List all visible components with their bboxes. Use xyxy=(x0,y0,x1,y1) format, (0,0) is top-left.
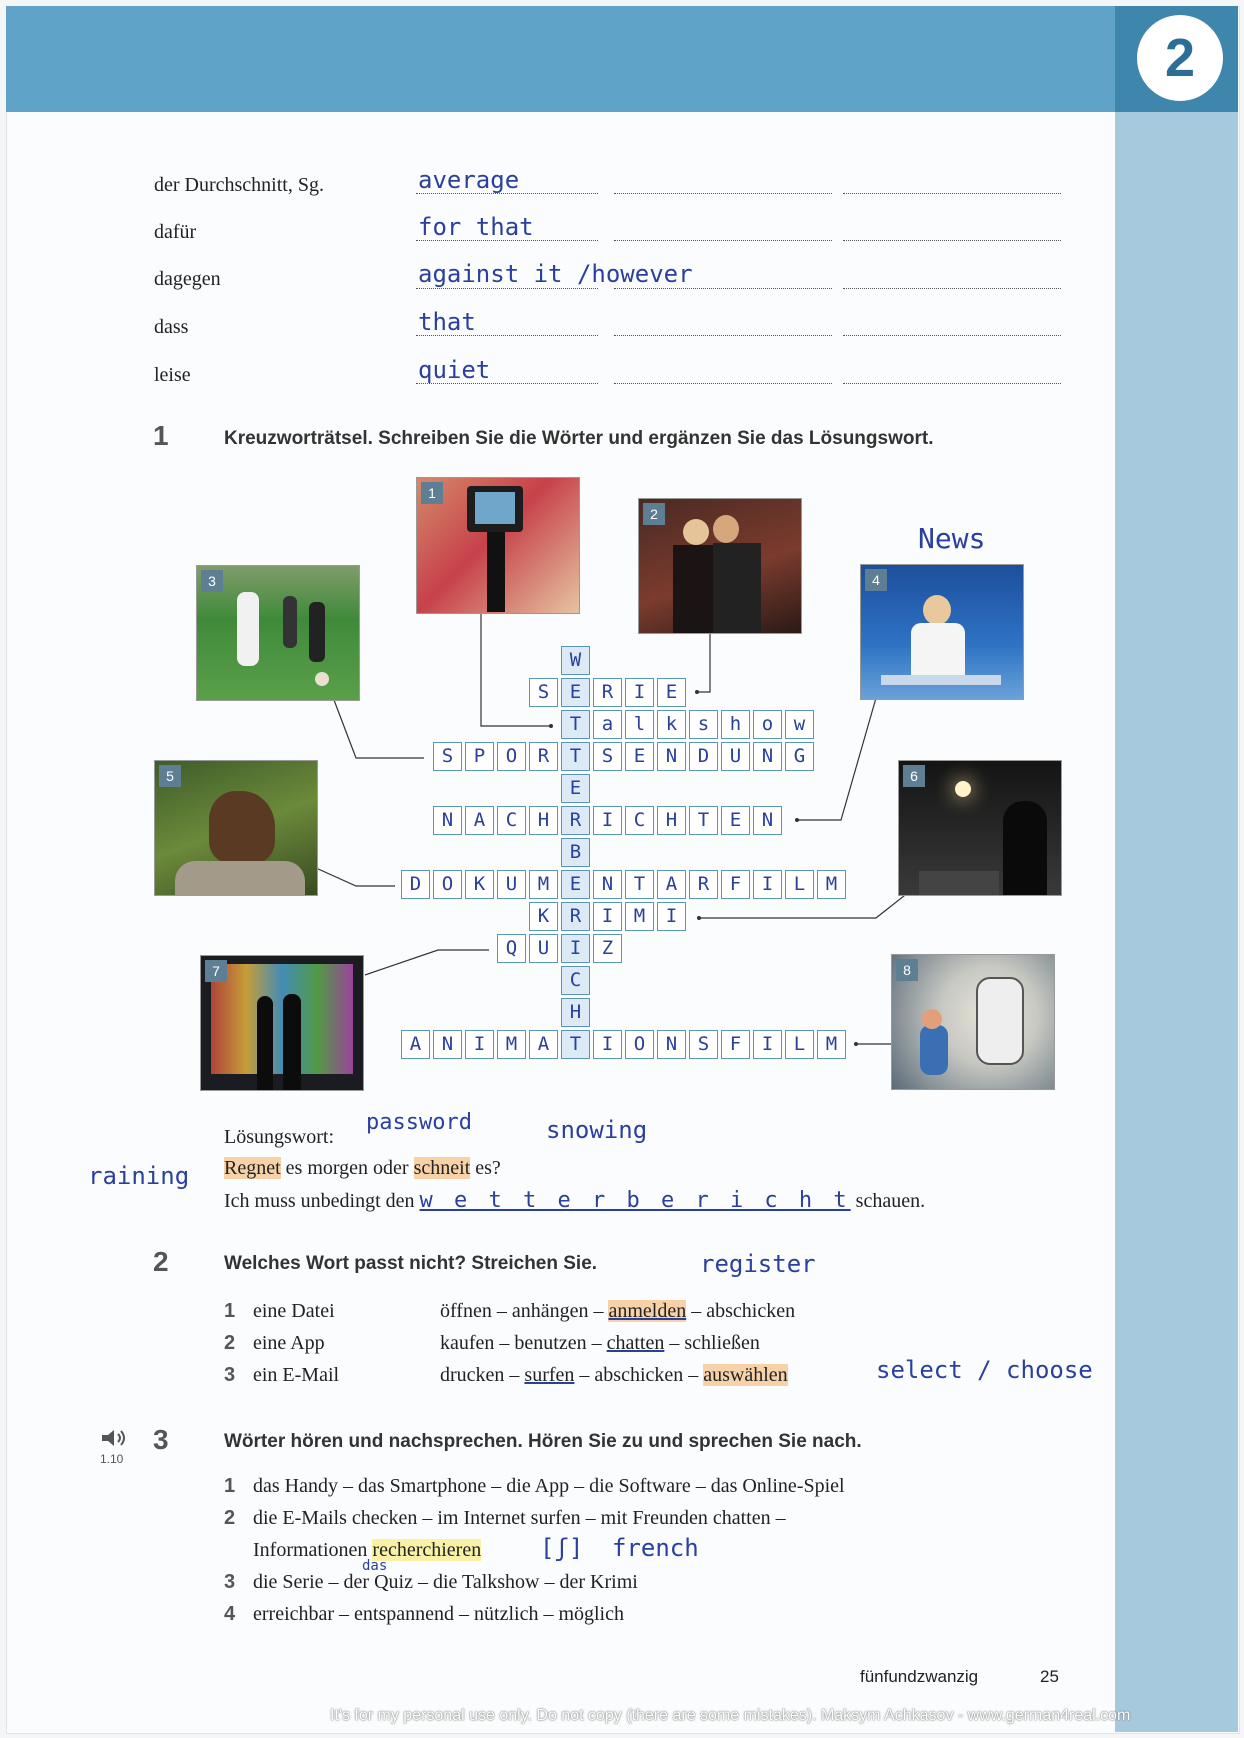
ex2-row xyxy=(224,1300,235,1323)
exercise-1-number: 1 xyxy=(153,420,169,451)
photo-number: 6 xyxy=(903,765,925,787)
note-raining: raining xyxy=(88,1162,190,1190)
crossword-cell[interactable]: A xyxy=(657,870,686,899)
crossword-cell[interactable]: U xyxy=(529,934,558,963)
verb-text: kaufen – benutzen – xyxy=(440,1332,607,1354)
crossword-cell[interactable]: W xyxy=(561,646,590,675)
item-number: 4 xyxy=(224,1603,236,1625)
ex2-noun: ein E-Mail xyxy=(253,1364,340,1386)
crossword-cell[interactable]: I xyxy=(465,1030,494,1059)
crossword-cell[interactable]: E xyxy=(657,678,686,707)
crossword-cell[interactable]: E xyxy=(625,742,654,771)
note-das: das xyxy=(362,1558,388,1574)
highlight-auswaehlen: auswählen xyxy=(703,1364,788,1386)
watermark: It's for my personal use only. Do not copy (there are some mistakes). Maksym Achkasov - www.german4real.com xyxy=(330,1707,1131,1724)
crossword-cell[interactable]: N xyxy=(593,870,622,899)
note-snowing: snowing xyxy=(546,1116,648,1144)
ex2-verbs xyxy=(440,1300,795,1323)
crossword-cell[interactable]: s xyxy=(689,710,718,739)
crossword-cell[interactable]: M xyxy=(529,870,558,899)
ex3-item xyxy=(224,1571,235,1594)
crossword-cell[interactable]: I xyxy=(753,1030,782,1059)
crossword-cell[interactable]: G xyxy=(785,742,814,771)
crossword-cell[interactable]: E xyxy=(721,806,750,835)
highlight-recherchieren: recherchieren xyxy=(372,1539,482,1561)
note-register: register xyxy=(700,1250,816,1278)
crossword-cell[interactable]: h xyxy=(721,710,750,739)
crossword-cell[interactable]: C xyxy=(497,806,526,835)
crossword-cell[interactable]: I xyxy=(593,806,622,835)
crossword-cell[interactable]: D xyxy=(401,870,430,899)
struck-word[interactable]: anmelden xyxy=(608,1300,687,1322)
ex3-item xyxy=(224,1603,235,1626)
vocab-word: dafür xyxy=(154,221,197,243)
crossword-cell[interactable]: T xyxy=(561,1030,590,1059)
photo-number: 7 xyxy=(205,960,227,982)
crossword-cell[interactable]: Z xyxy=(593,934,622,963)
crossword-cell[interactable]: C xyxy=(625,806,654,835)
crossword-cell[interactable]: S xyxy=(529,678,558,707)
crossword-cell[interactable]: E xyxy=(561,774,590,803)
photo-documentary xyxy=(154,760,318,896)
solution-sentence-2 xyxy=(224,1188,925,1213)
struck-word[interactable]: chatten xyxy=(606,1332,665,1354)
crossword-cell[interactable]: A xyxy=(401,1030,430,1059)
note-news: News xyxy=(918,522,986,555)
vocab-answer: quiet xyxy=(418,356,491,384)
note-ipa: [ʃ] xyxy=(540,1534,584,1562)
ex3-text: die E-Mails checken – im Internet surfen – mit Freunden chatten – xyxy=(253,1507,786,1529)
photo-sports xyxy=(196,565,360,701)
crossword-cell[interactable]: U xyxy=(721,742,750,771)
crossword-cell[interactable]: a xyxy=(593,710,622,739)
crossword-cell[interactable]: E xyxy=(561,678,590,707)
solution-sentence-1 xyxy=(224,1157,501,1180)
crossword-cell[interactable]: L xyxy=(785,870,814,899)
ex3-text-part: Informationen xyxy=(253,1539,373,1561)
ex2-row xyxy=(224,1332,235,1355)
sentence-text: schauen. xyxy=(855,1190,926,1212)
crossword-cell[interactable]: S xyxy=(433,742,462,771)
vocab-answer: that xyxy=(418,308,476,336)
crossword-cell[interactable]: N xyxy=(433,806,462,835)
ex2-verbs xyxy=(440,1332,760,1355)
item-number: 3 xyxy=(224,1364,236,1386)
crossword-cell[interactable]: F xyxy=(721,1030,750,1059)
crossword-cell[interactable]: A xyxy=(529,1030,558,1059)
crossword-cell[interactable]: I xyxy=(625,678,654,707)
page-number: 25 xyxy=(1040,1667,1059,1686)
crossword-cell[interactable]: I xyxy=(593,1030,622,1059)
ex3-item xyxy=(224,1507,235,1530)
photo-number: 5 xyxy=(159,765,181,787)
exercise-2-title: Welches Wort passt nicht? Streichen Sie. xyxy=(224,1253,598,1274)
crossword-cell[interactable]: M xyxy=(497,1030,526,1059)
crossword-cell[interactable]: l xyxy=(625,710,654,739)
ex3-text: die Serie – der Quiz – die Talkshow – der Krimi xyxy=(253,1571,638,1593)
ex3-text: das Handy – das Smartphone – die App – die Software – das Online-Spiel xyxy=(253,1475,845,1497)
crossword-cell[interactable]: R xyxy=(593,678,622,707)
item-number: 2 xyxy=(224,1507,236,1529)
exercise-3-number: 3 xyxy=(153,1424,169,1455)
ex3-item xyxy=(224,1475,235,1498)
crossword-cell[interactable]: B xyxy=(561,838,590,867)
photo-series xyxy=(638,498,802,634)
verb-text: – abschicken – xyxy=(574,1364,704,1386)
crossword-cell[interactable]: I xyxy=(657,902,686,931)
crossword-cell[interactable]: H xyxy=(529,806,558,835)
vocab-word: der Durchschnitt, Sg. xyxy=(154,174,324,196)
photo-news xyxy=(860,564,1024,700)
audio-icon[interactable] xyxy=(100,1428,130,1453)
photo-number: 2 xyxy=(643,503,665,525)
crossword-cell[interactable]: N xyxy=(657,742,686,771)
crossword-cell[interactable]: H xyxy=(561,998,590,1027)
photo-quiz xyxy=(200,955,364,1091)
vocab-word: dagegen xyxy=(154,268,221,290)
ex3-text: erreichbar – entspannend – nützlich – möglich xyxy=(253,1603,624,1625)
exercise-3-title: Wörter hören und nachsprechen. Hören Sie zu und sprechen Sie nach. xyxy=(224,1431,862,1452)
crossword-cell[interactable]: K xyxy=(465,870,494,899)
photo-number: 1 xyxy=(421,482,443,504)
crossword-cell[interactable]: R xyxy=(689,870,718,899)
crossword-cell[interactable]: N xyxy=(657,1030,686,1059)
note-select: select / choose xyxy=(876,1356,1093,1384)
photo-crime xyxy=(898,760,1062,896)
exercise-1-title: Kreuzworträtsel. Schreiben Sie die Wörter und ergänzen Sie das Lösungswort. xyxy=(224,428,934,449)
crossword-cell[interactable]: H xyxy=(657,806,686,835)
crossword-cell[interactable]: L xyxy=(785,1030,814,1059)
sentence-text: es morgen oder xyxy=(280,1157,414,1179)
photo-number: 4 xyxy=(865,569,887,591)
photo-number: 3 xyxy=(201,570,223,592)
page-number-word: fünfundzwanzig xyxy=(860,1667,979,1686)
crossword-cell[interactable]: O xyxy=(497,742,526,771)
crossword-cell[interactable]: M xyxy=(817,870,846,899)
verb-text: öffnen – anhängen – xyxy=(440,1300,609,1322)
solution-word-answer[interactable]: w e t t e r b e r i c h t xyxy=(419,1188,851,1213)
vocab-word: dass xyxy=(154,316,189,338)
crossword-cell[interactable]: N xyxy=(433,1030,462,1059)
crossword-cell[interactable]: k xyxy=(657,710,686,739)
crossword-cell[interactable]: M xyxy=(817,1030,846,1059)
vocab-word: leise xyxy=(154,364,191,386)
crossword-cell[interactable]: A xyxy=(465,806,494,835)
crossword-cell[interactable]: S xyxy=(593,742,622,771)
crossword-cell[interactable]: T xyxy=(561,710,590,739)
crossword-cell[interactable]: E xyxy=(561,870,590,899)
struck-word[interactable]: surfen xyxy=(524,1364,575,1386)
crossword-cell[interactable]: N xyxy=(753,742,782,771)
verb-text: drucken – xyxy=(440,1364,525,1386)
crossword-cell[interactable]: R xyxy=(561,902,590,931)
crossword-cell[interactable]: T xyxy=(689,806,718,835)
crossword-cell[interactable]: O xyxy=(625,1030,654,1059)
vocab-answer: against it /however xyxy=(418,260,693,288)
crossword-cell[interactable]: F xyxy=(721,870,750,899)
verb-text: – abschicken xyxy=(686,1300,796,1322)
sentence-text: es? xyxy=(470,1157,501,1179)
item-number: 2 xyxy=(224,1332,236,1354)
ex2-noun: eine Datei xyxy=(253,1300,335,1322)
crossword-cell[interactable]: P xyxy=(465,742,494,771)
crossword-cell[interactable]: w xyxy=(785,710,814,739)
crossword-cell[interactable]: R xyxy=(561,806,590,835)
ex2-row xyxy=(224,1364,235,1387)
crossword-cell[interactable]: O xyxy=(433,870,462,899)
crossword-cell[interactable]: U xyxy=(497,870,526,899)
item-number: 1 xyxy=(224,1300,236,1322)
ex2-verbs xyxy=(440,1364,788,1387)
vocab-answer: average xyxy=(418,166,520,194)
crossword-cell[interactable]: K xyxy=(529,902,558,931)
ex2-noun: eine App xyxy=(253,1332,325,1354)
vocab-answer: for that xyxy=(418,213,534,241)
exercise-2-number: 2 xyxy=(153,1246,169,1277)
crossword-cell[interactable]: D xyxy=(689,742,718,771)
solution-label: Lösungswort: xyxy=(224,1126,334,1148)
verb-text: – schließen xyxy=(664,1332,760,1354)
highlight-schneit: schneit xyxy=(413,1157,471,1179)
crossword-cell[interactable]: N xyxy=(753,806,782,835)
highlight-regnet: Regnet xyxy=(224,1157,281,1179)
item-number: 1 xyxy=(224,1475,236,1497)
photo-animation xyxy=(891,954,1055,1090)
crossword-cell[interactable]: o xyxy=(753,710,782,739)
photo-number: 8 xyxy=(896,959,918,981)
crossword-cell[interactable]: M xyxy=(625,902,654,931)
item-number: 3 xyxy=(224,1571,236,1593)
crossword-cell[interactable]: C xyxy=(561,966,590,995)
crossword-cell[interactable]: Q xyxy=(497,934,526,963)
crossword-cell[interactable]: S xyxy=(689,1030,718,1059)
crossword-cell[interactable]: I xyxy=(753,870,782,899)
crossword-cell[interactable]: T xyxy=(625,870,654,899)
crossword-cell[interactable]: I xyxy=(593,902,622,931)
crossword-cell[interactable]: T xyxy=(561,742,590,771)
crossword-cell[interactable]: R xyxy=(529,742,558,771)
audio-track: 1.10 xyxy=(100,1452,124,1466)
note-french: french xyxy=(612,1534,699,1562)
sentence-text: Ich muss unbedingt den xyxy=(224,1190,415,1212)
crossword-cell[interactable]: I xyxy=(561,934,590,963)
chapter-number: 2 xyxy=(1137,15,1223,101)
photo-talkshow xyxy=(416,477,580,614)
note-password: password xyxy=(366,1110,472,1135)
